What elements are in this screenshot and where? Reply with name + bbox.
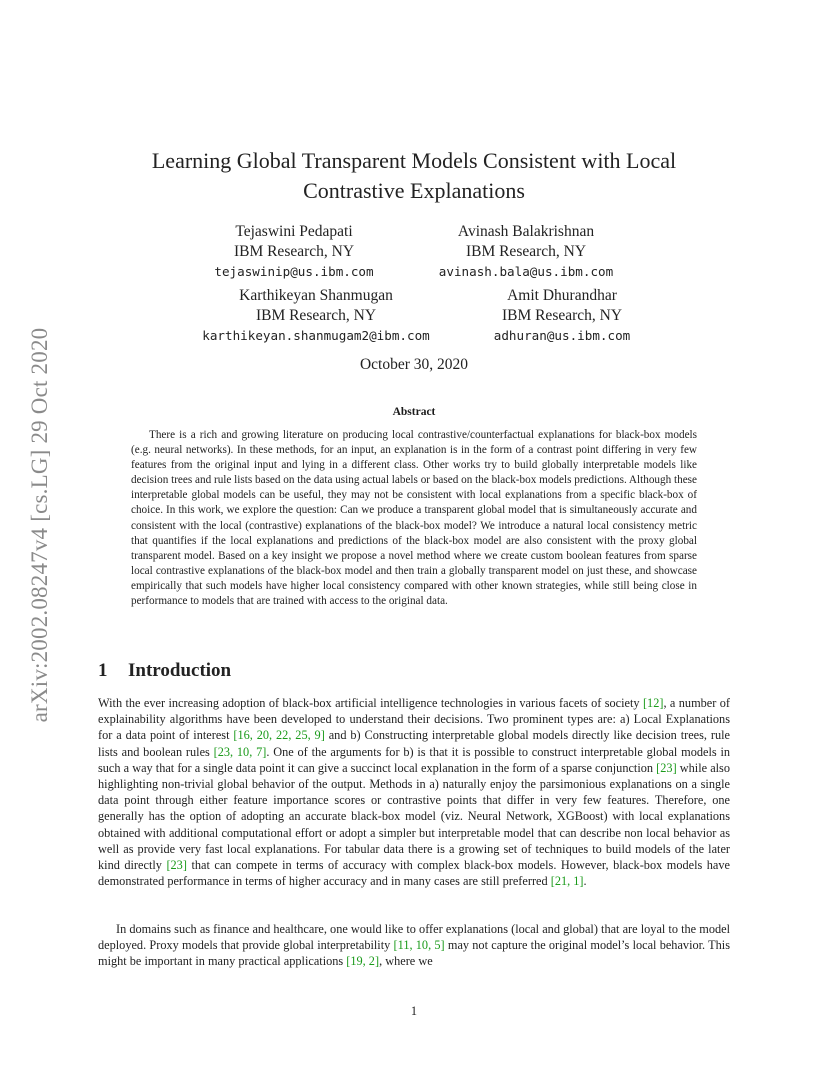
title-line-2: Contrastive Explanations [303, 178, 525, 203]
author-block-2 [420, 222, 632, 282]
author-affiliation: IBM Research, NY [255, 307, 377, 324]
text-run: , a number of explainability algorithms have been developed to understand their decisions. Two prominent types are: a) Local Explanations for a data point of interest [98, 696, 730, 743]
paper-title [100, 146, 728, 206]
title-line-1: Learning Global Transparent Models Consistent with Local [151, 148, 677, 173]
citation-link[interactable]: [11, 10, 5] [393, 938, 445, 953]
arxiv-side-stamp [22, 290, 58, 760]
section-title: Introduction [128, 660, 232, 681]
text-run: , where we [379, 954, 433, 969]
author-affiliation: IBM Research, NY [465, 243, 587, 260]
author-email[interactable]: karthikeyan.shanmugam2@ibm.com [202, 328, 430, 343]
author-name: Amit Dhurandhar [507, 287, 617, 304]
author-name: Tejaswini Pedapati [235, 223, 353, 240]
author-affiliation: IBM Research, NY [501, 307, 623, 324]
section-heading-introduction [98, 660, 231, 682]
author-block-1 [200, 222, 388, 282]
author-affiliation: IBM Research, NY [233, 243, 355, 260]
author-name: Avinash Balakrishnan [457, 223, 595, 240]
text-run: . [583, 874, 587, 889]
section-number: 1 [98, 660, 108, 681]
intro-paragraph-1 [98, 695, 730, 889]
text-run: that can compete in terms of accuracy with complex black-box models. However, black-box models have demonstrated performance in terms of higher accuracy and in many cases are still preferred [98, 858, 730, 889]
citation-link[interactable]: [19, 2] [346, 954, 380, 969]
publication-date: October 30, 2020 [359, 356, 469, 373]
text-run: may not capture the original model’s local behavior. This might be important in many practical applications [98, 938, 730, 969]
author-email[interactable]: tejaswinip@us.ibm.com [214, 264, 374, 279]
citation-link[interactable]: [12] [642, 696, 664, 710]
text-run: while also highlighting non-trivial global behavior of the output. Methods in a) naturally enjoy the parsimonious explanations on a single data point through either feature importance scores or contrastive points that differ in very few features. Therefore, one generally has the option of adopting an accurate black-box model (viz. Neural Network, XGBoost) with local explanations obtained with additional computational effort or adopt a simpler but interpretable model that can describe non local behavior as well as provide very fast local explanations. For tabular data there is a growing set of techniques to build models of the later kind directly [98, 760, 730, 873]
citation-link[interactable]: [23] [166, 858, 187, 873]
citation-link[interactable]: [21, 1] [550, 874, 584, 889]
author-name: Karthikeyan Shanmugan [239, 287, 393, 304]
author-email[interactable]: adhuran@us.ibm.com [493, 328, 631, 343]
author-block-4 [474, 286, 650, 346]
abstract-heading: Abstract [392, 406, 436, 418]
author-block-3 [180, 286, 452, 346]
text-run: . One of the arguments for b) is that it is possible to construct interpretable global models in such a way that for a single data point it can give a succinct local explanation in the form of a sparse conjunction [98, 744, 731, 775]
intro-paragraph-2 [98, 921, 730, 970]
abstract-text: There is a rich and growing literature on producing local contrastive/counterfactual explanations for black-box models (e.g. neural networks). In these methods, for an input, an explanation is in the form of a contrast point differing in very few features from the original input and lying in a different class. Other works try to build globally interpretable models like decision trees and rule lists based on the data using actual labels or based on the black-box models predictions. Although these interpretable global models can be useful, they may not be consistent with local explanations from a specific black-box of choice. In this work, we explore the question: Can we produce a transparent global model that is simultaneously accurate and consistent with the local (contrastive) explanations of the black-box model? We introduce a natural local consistency metric that quantifies if the local explanations and predictions of the black-box model are also consistent with the proxy global transparent model. Based on a key insight we propose a novel method where we create custom boolean features from sparse local contrastive explanations of the black-box model and then train a globally transparent model on just these, and showcase empirically that such models have higher local consistency compared with other known strategies, while still being close in performance to models that are trained with access to the original data. [131, 429, 697, 608]
citation-link[interactable]: [16, 20, 22, 25, 9] [233, 728, 325, 743]
text-run: and b) Constructing interpretable global models directly like decision trees, rule lists and boolean rules [98, 728, 730, 759]
text-run: In domains such as finance and healthcare, one would like to offer explanations (local and global) that are loyal to the model deployed. Proxy models that provide global interpretability [98, 922, 730, 953]
page-number: 1 [410, 1004, 418, 1018]
author-email[interactable]: avinash.bala@us.ibm.com [438, 264, 614, 279]
arxiv-identifier: arXiv:2002.08247v4 [cs.LG] 29 Oct 2020 [27, 327, 52, 723]
text-run: With the ever increasing adoption of black-box artificial intelligence technologies in various facets of society [98, 696, 643, 710]
citation-link[interactable]: [23, 10, 7] [213, 744, 267, 759]
citation-link[interactable]: [23] [656, 760, 677, 775]
